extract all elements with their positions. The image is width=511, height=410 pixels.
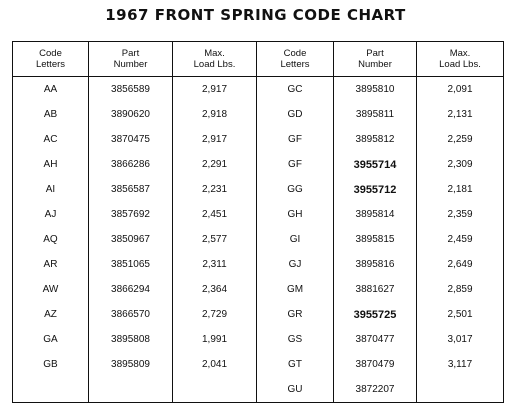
code-letters-cell: AA	[13, 77, 89, 103]
part-number-cell: 3955725	[334, 302, 417, 327]
part-number-cell: 3866294	[89, 277, 173, 302]
table-row	[13, 377, 504, 403]
part-number-cell: 3866286	[89, 152, 173, 177]
part-number-cell: 3890620	[89, 102, 173, 127]
max-load-cell: 2,577	[173, 227, 257, 252]
header-line: Load Lbs.	[193, 59, 236, 70]
part-number-cell: 3856587	[89, 177, 173, 202]
part-number-cell: 3895814	[334, 202, 417, 227]
table-row	[13, 127, 504, 152]
code-letters-cell: GS	[257, 327, 334, 352]
table-row	[13, 352, 504, 377]
part-number-cell: 3881627	[334, 277, 417, 302]
max-load-cell: 2,459	[447, 234, 473, 245]
part-number-cell: 3895816	[334, 252, 417, 277]
table-body	[13, 77, 504, 403]
header-line: Load Lbs.	[439, 59, 481, 70]
code-letters-cell: GT	[257, 352, 334, 377]
part-number-cell: 3870477	[334, 327, 417, 352]
header-line: Number	[358, 59, 392, 70]
part-number-cell: 3850967	[89, 227, 173, 252]
code-letters-cell: GF	[257, 127, 334, 152]
max-load-cell: 2,917	[173, 77, 257, 103]
table-row	[13, 202, 504, 227]
code-letters-cell: GI	[257, 227, 334, 252]
code-letters-cell: AC	[13, 127, 89, 152]
code-letters-cell: AR	[13, 252, 89, 277]
max-load-cell: 3,117	[447, 359, 473, 370]
max-load-cell: 2,181	[447, 184, 473, 195]
max-load-cell: 2,131	[447, 109, 473, 120]
table-header-row	[13, 42, 504, 77]
max-load-cell: 2,859	[447, 284, 473, 295]
table-row	[13, 227, 504, 252]
code-letters-cell: AJ	[13, 202, 89, 227]
header-line: Code	[39, 48, 62, 59]
part-number-cell: 3866570	[89, 302, 173, 327]
code-letters-cell: GF	[257, 152, 334, 177]
code-letters-cell: AQ	[13, 227, 89, 252]
part-number-cell: 3895810	[334, 77, 417, 103]
part-number-header	[89, 42, 173, 77]
max-load-cell: 2,359	[447, 209, 473, 220]
code-letters-cell: GD	[257, 102, 334, 127]
table-row	[13, 102, 504, 127]
code-letters-cell: GG	[257, 177, 334, 202]
max-load-header	[173, 42, 257, 77]
table-row	[13, 302, 504, 327]
max-load-cell	[417, 377, 504, 403]
page-title: 1967 FRONT SPRING CODE CHART	[105, 6, 406, 24]
table-row	[13, 177, 504, 202]
code-letters-cell: GA	[13, 327, 89, 352]
part-number-cell: 3895811	[334, 102, 417, 127]
max-load-cell: 2,311	[173, 252, 257, 277]
max-load-cell: 2,041	[173, 352, 257, 377]
max-load-cell	[173, 377, 257, 403]
part-number-cell: 3857692	[89, 202, 173, 227]
max-load-cell: 2,918	[173, 102, 257, 127]
code-letters-cell: GB	[13, 352, 89, 377]
max-load-header	[417, 42, 504, 77]
max-load-cell: 3,017	[447, 334, 473, 345]
table-row	[13, 277, 504, 302]
code-letters-cell: AI	[13, 177, 89, 202]
code-letters-cell: GU	[257, 377, 334, 403]
max-load-cell: 2,917	[173, 127, 257, 152]
part-number-cell: 3895808	[89, 327, 173, 352]
spring-code-table	[12, 41, 504, 403]
part-number-cell: 3851065	[89, 252, 173, 277]
part-number-cell: 3895815	[334, 227, 417, 252]
header-line: Max.	[449, 48, 471, 59]
max-load-cell: 2,364	[173, 277, 257, 302]
code-letters-header	[13, 42, 89, 77]
table-row	[13, 152, 504, 177]
part-number-cell: 3895809	[89, 352, 173, 377]
code-letters-cell: GM	[257, 277, 334, 302]
max-load-cell: 2,291	[173, 152, 257, 177]
header-line: Part	[121, 48, 140, 59]
max-load-cell: 2,309	[447, 159, 473, 170]
header-line: Code	[283, 48, 307, 59]
part-number-cell: 3955712	[334, 177, 417, 202]
header-line: Letters	[35, 59, 66, 70]
header-line: Part	[366, 48, 384, 59]
max-load-cell: 2,451	[173, 202, 257, 227]
part-number-cell: 3872207	[334, 377, 417, 403]
code-letters-cell: GC	[257, 77, 334, 103]
code-letters-header	[257, 42, 334, 77]
code-letters-cell: GJ	[257, 252, 334, 277]
code-letters-cell: AB	[13, 102, 89, 127]
part-number-cell: 3955714	[334, 152, 417, 177]
header-line: Number	[113, 59, 148, 70]
code-letters-cell: AZ	[13, 302, 89, 327]
max-load-cell: 2,501	[447, 309, 473, 320]
part-number-cell	[89, 377, 173, 403]
max-load-cell: 2,729	[173, 302, 257, 327]
code-letters-cell: AH	[13, 152, 89, 177]
max-load-cell: 2,649	[447, 259, 473, 270]
code-letters-cell	[13, 377, 89, 403]
max-load-cell: 2,259	[447, 134, 473, 145]
header-line: Letters	[280, 59, 310, 70]
max-load-cell: 2,231	[173, 177, 257, 202]
part-number-cell: 3856589	[89, 77, 173, 103]
code-letters-cell: GR	[257, 302, 334, 327]
code-letters-cell: GH	[257, 202, 334, 227]
header-line: Max.	[204, 48, 225, 59]
part-number-cell: 3870479	[334, 352, 417, 377]
part-number-cell: 3895812	[334, 127, 417, 152]
max-load-cell: 1,991	[173, 327, 257, 352]
part-number-header	[334, 42, 417, 77]
part-number-cell: 3870475	[89, 127, 173, 152]
code-letters-cell: AW	[13, 277, 89, 302]
table-row	[13, 77, 504, 103]
table-row	[13, 327, 504, 352]
max-load-cell: 2,091	[447, 84, 473, 95]
table-row	[13, 252, 504, 277]
